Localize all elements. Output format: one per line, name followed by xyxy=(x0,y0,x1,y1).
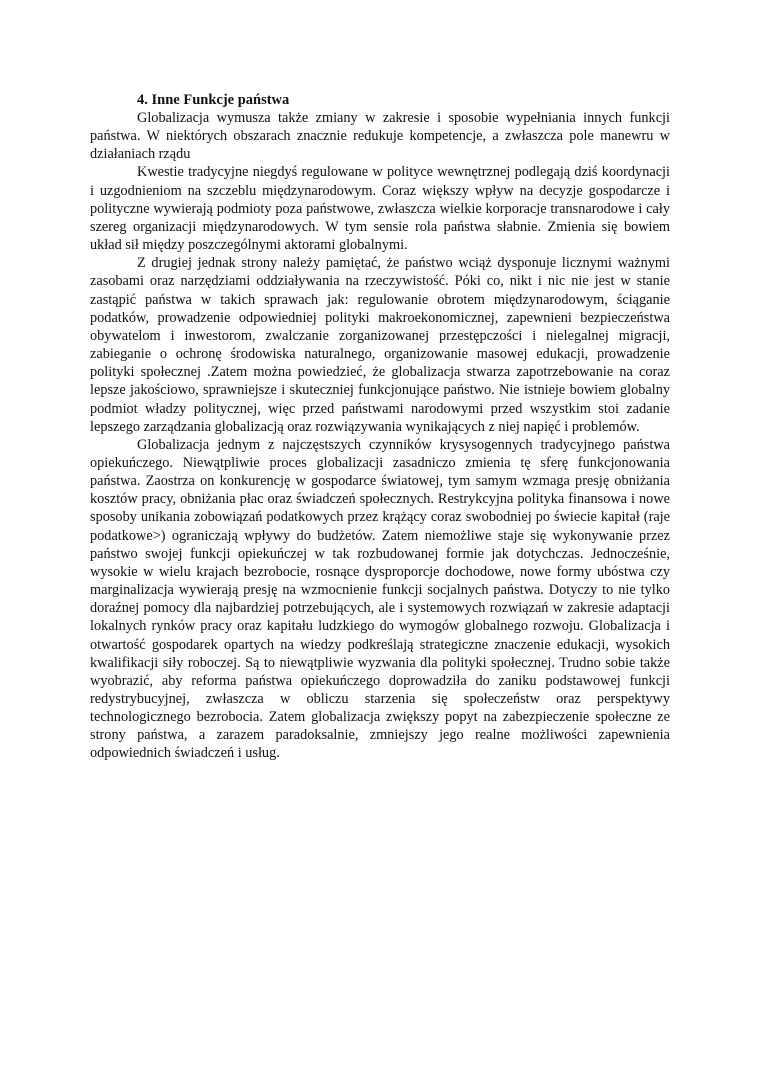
section-heading: 4. Inne Funkcje państwa xyxy=(137,92,290,108)
paragraph-1: Globalizacja wymusza także zmiany w zakresie i sposobie wypełniania innych funkcji państwa. W niektórych obszarach znacznie redukuje kompetencje, a zwłaszcza pole manewru w działaniach rządu xyxy=(90,110,670,163)
paragraph-2: Kwestie tradycyjne niegdyś regulowane w polityce wewnętrznej podlegają dziś koordynacji i uzgodnieniom na szczeblu międzynarodowym. Coraz większy wpływ na decyzje gospodarcze i polityczne wywierają podmioty poza państwowe, zwłaszcza wielkie korporacje transnarodowe i cały szereg organizacji międzynarodowych. W tym sensie rola państwa słabnie. Zmienia się bowiem układ sił między poszczególnymi aktorami globalnymi. xyxy=(90,164,670,254)
paragraph-4: Globalizacja jednym z najczęstszych czynników krysysogennych tradycyjnego państwa opiekuńczego. Niewątpliwie proces globalizacji zasadniczo zmienia tę sferę funkcjonowania państwa. Zaostrza on konkurencję w gospodarce światowej, tym samym wzmaga presję obniżania kosztów pracy, obniżania płac oraz świadczeń społecznych. Restrykcyjna polityka finansowa i nowe sposoby unikania zobowiązań podatkowych przez krążący coraz swobodniej po świecie kapitał (raje podatkowe>) ograniczają wpływy do budżetów. Zatem niemożliwe staje się wykonywanie przez państwo swojej funkcji opiekuńczej w tak rozbudowanej formie jak dotychczas. Jednocześnie, wysokie w wielu krajach bezrobocie, rosnące dysproporcje dochodowe, nowe formy ubóstwa czy marginalizacja wywierają presję na wzmocnienie funkcji socjalnych państwa. Dotyczy to nie tylko doraźnej pomocy dla najbardziej potrzebujących, ale i systemowych rozwiązań w zakresie adaptacji lokalnych rynków pracy oraz kapitału ludzkiego do wymogów globalnego rozwoju. Globalizacja i otwartość gospodarek opartych na wiedzy podkreślają strategiczne znaczenie edukacji, wysokich kwalifikacji siły roboczej. Są to niewątpliwie wyzwania dla polityki społecznej. Trudno sobie także wyobrazić, aby reforma państwa opiekuńczego doprowadziła do zaniku podstawowej funkcji redystrybucyjnej, zwłaszcza w obliczu starzenia się społeczeństw oraz perspektywy technologicznego bezrobocia. Zatem globalizacja zwiększy popyt na zabezpieczenie społeczne ze strony państwa, a zarazem paradoksalnie, zmniejszy jego realne możliwości zapewnienia odpowiednich świadczeń i usług. xyxy=(90,436,670,762)
paragraph-3: Z drugiej jednak strony należy pamiętać, że państwo wciąż dysponuje licznymi ważnymi zasobami oraz narzędziami oddziaływania na rzeczywistość. Póki co, nikt i nic nie jest w stanie zastąpić państwa w takich sprawach jak: regulowanie obrotem międzynarodowym, ściąganie podatków, prowadzenie odpowiedniej polityki makroekonomicznej, zapewnieni bezpieczeństwa obywatelom i inwestorom, zwalczanie zorganizowanej przestępczości i nielegalnej migracji, zabieganie o ochronę środowiska naturalnego, organizowanie masowej edukacji, prowadzenie polityki społecznej .Zatem można powiedzieć, że globalizacja stwarza zapotrzebowanie na coraz lepsze jakościowo, sprawniejsze i skuteczniej funkcjonujące państwo. Nie istnieje bowiem globalny podmiot władzy politycznej, więc przed państwami narodowymi przed wszystkim stoi zadanie lepszego zarządzania globalizacją oraz rozwiązywania wynikających z niej napięć i problemów. xyxy=(90,255,670,435)
document-page xyxy=(90,91,670,763)
